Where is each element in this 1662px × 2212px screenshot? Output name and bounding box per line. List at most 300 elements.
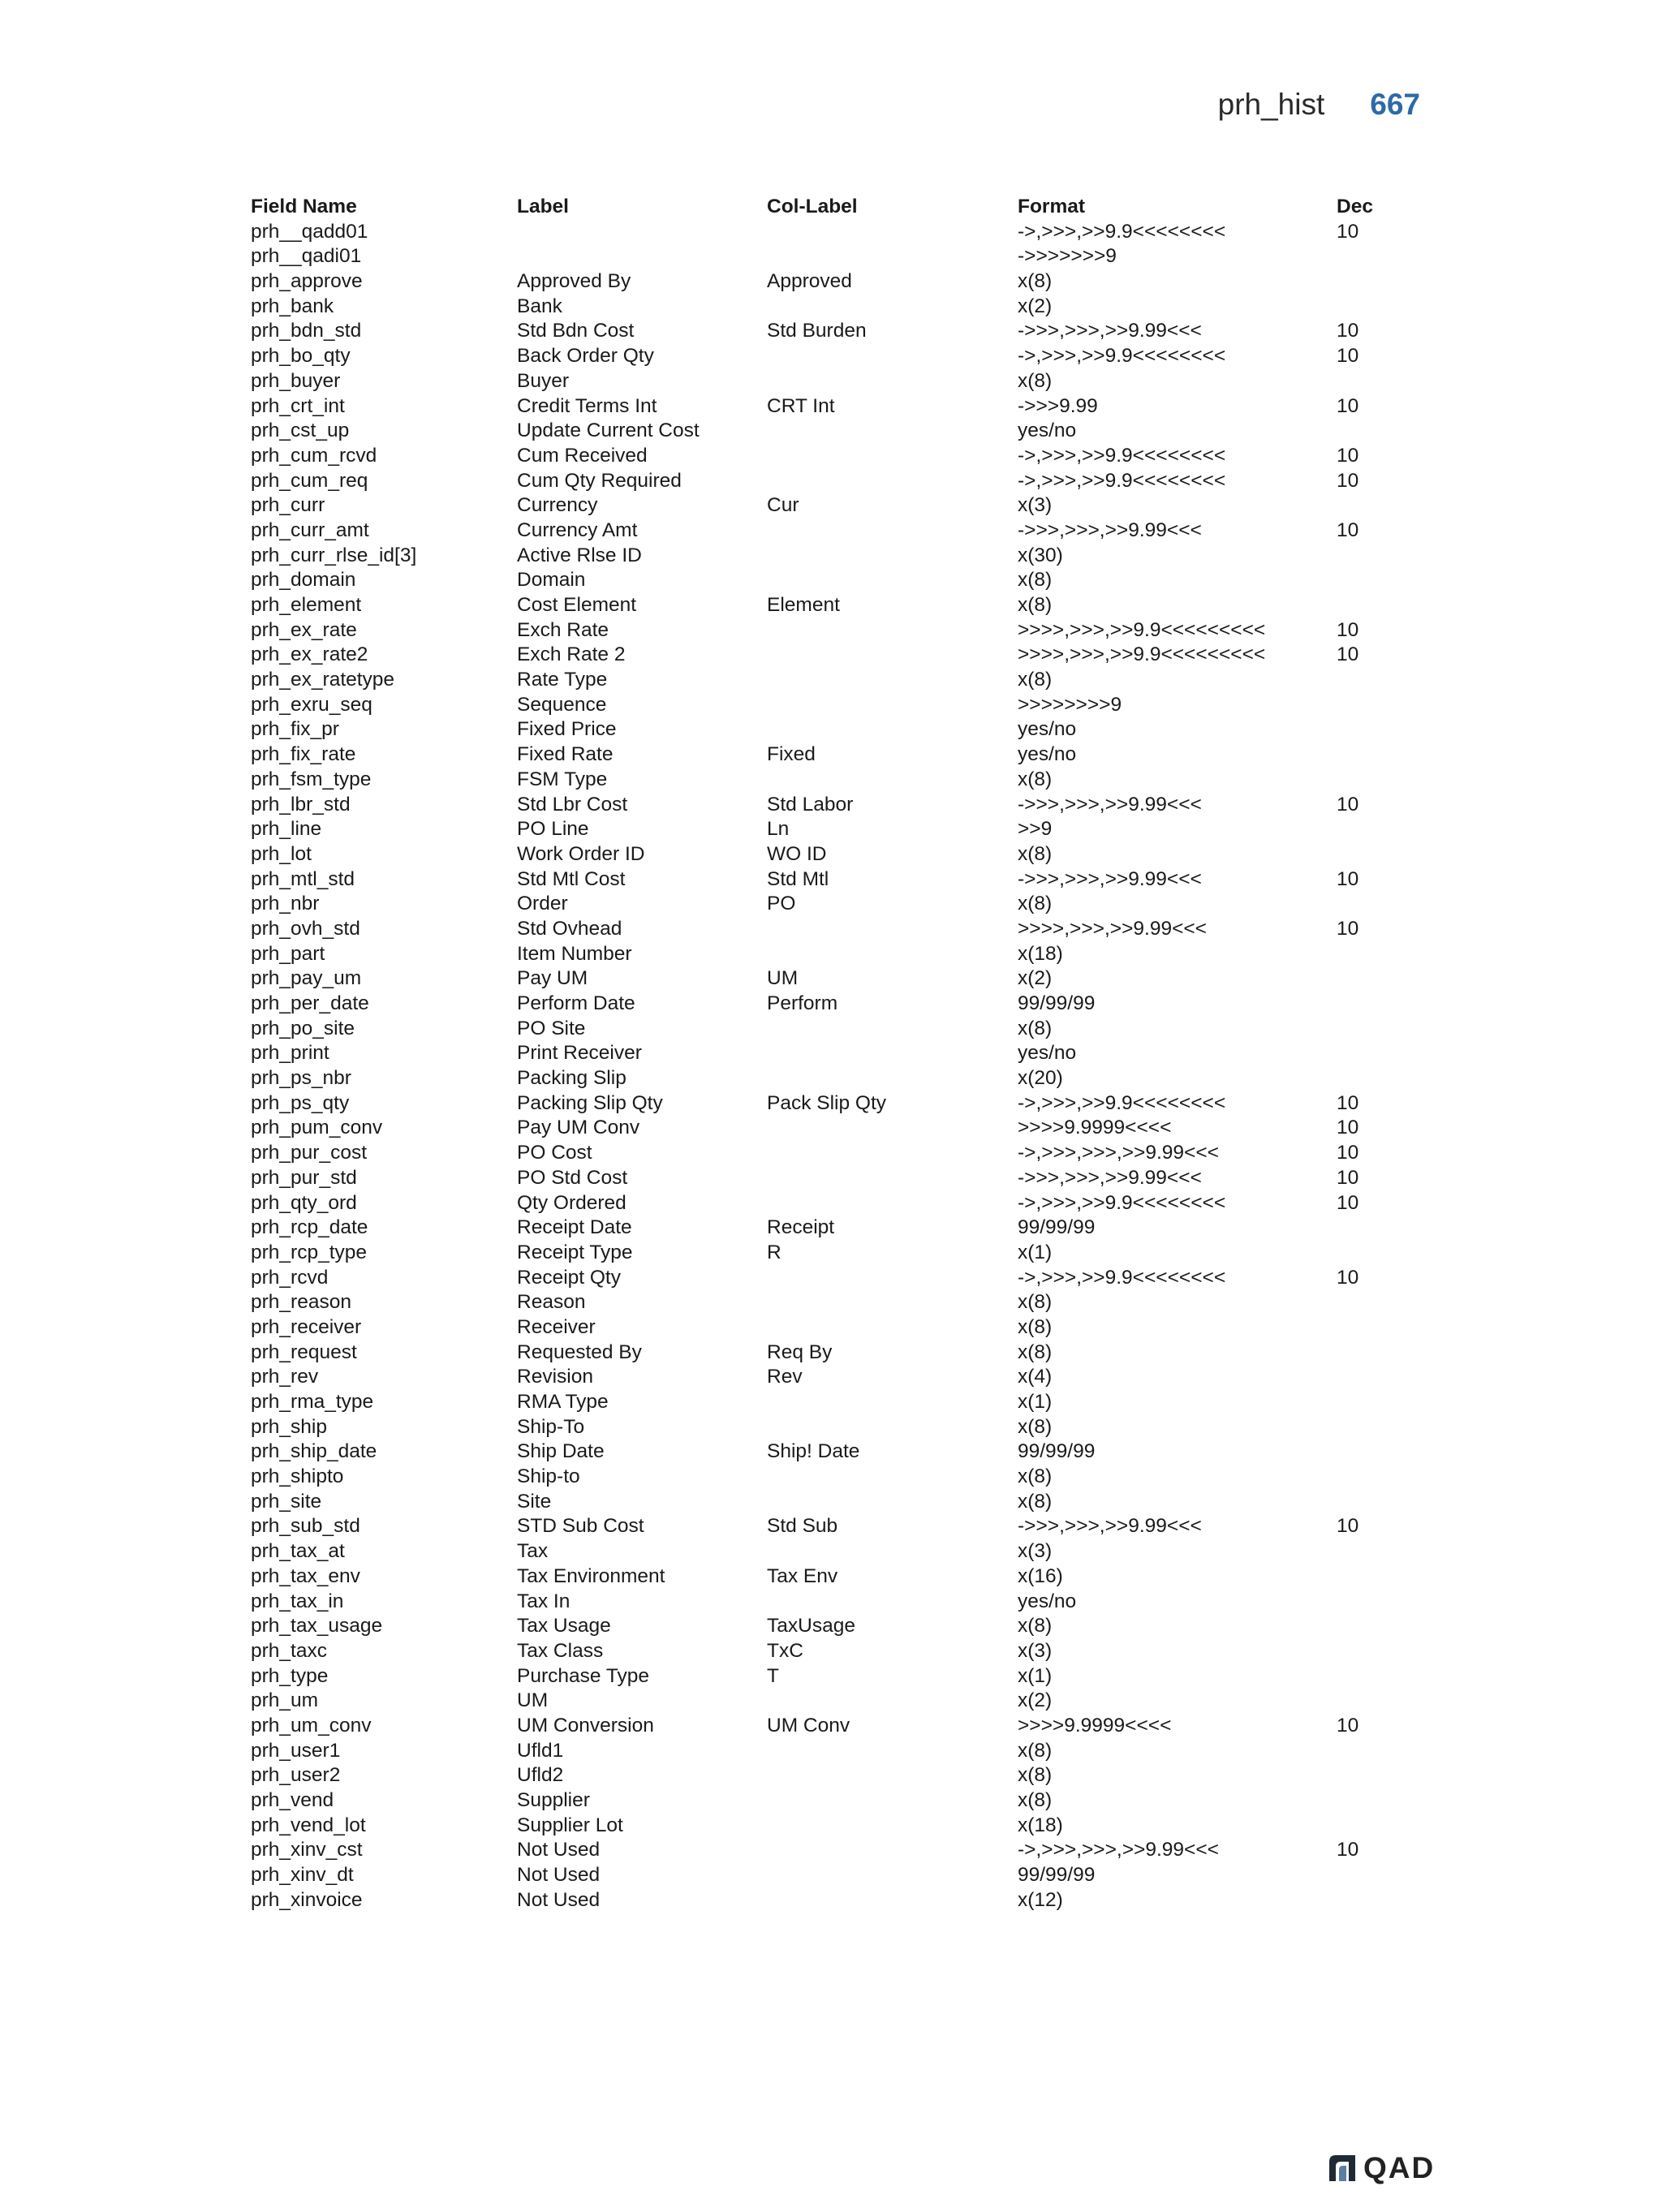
label-cell: Currency Amt — [517, 519, 638, 541]
table-row — [251, 220, 1419, 245]
table-row — [251, 1639, 1419, 1664]
field-name-cell: prh_ship — [251, 1415, 327, 1438]
field-name-cell: prh_um_conv — [251, 1714, 372, 1736]
dec-cell — [1337, 942, 1418, 967]
label-cell: Receiver — [517, 1315, 596, 1338]
table-row — [251, 793, 1419, 818]
dec-cell — [1337, 742, 1418, 768]
field-name-cell: prh_request — [251, 1341, 357, 1363]
dec-cell — [1337, 1241, 1418, 1266]
column-header-dec: Dec — [1337, 196, 1373, 217]
label-cell: Not Used — [517, 1864, 601, 1887]
field-name-cell: prh_ps_qty — [251, 1091, 350, 1114]
dec-cell — [1337, 269, 1418, 295]
label-cell: Perform Date — [517, 992, 635, 1014]
label-cell: Packing Slip — [517, 1067, 626, 1090]
dec-cell — [1337, 1365, 1418, 1390]
col-label-cell — [767, 344, 1018, 369]
table-row — [251, 544, 1419, 569]
format-cell: x(8) — [1018, 1291, 1053, 1314]
format-cell: x(3) — [1018, 494, 1053, 517]
label-cell: Sequence — [517, 693, 607, 716]
dec-cell — [1337, 1888, 1418, 1913]
table-row — [251, 344, 1419, 369]
qad-logo — [1326, 2151, 1435, 2185]
dec-cell — [1337, 842, 1418, 867]
label-cell: Receipt Date — [517, 1216, 632, 1239]
format-cell: >>>>9.9999<<<< — [1018, 1117, 1172, 1139]
table-row — [251, 269, 1419, 295]
col-label-cell — [767, 1763, 1018, 1788]
dec-cell: 10 — [1337, 618, 1359, 641]
col-label-cell: UM — [767, 967, 799, 990]
format-cell: x(18) — [1018, 942, 1063, 965]
label-cell: Tax Usage — [517, 1615, 611, 1637]
field-name-cell: prh_rev — [251, 1366, 319, 1388]
field-name-cell: prh_xinv_cst — [251, 1839, 363, 1861]
dec-cell: 10 — [1337, 394, 1359, 417]
field-name-cell: prh_lbr_std — [251, 793, 351, 816]
table-row — [251, 1714, 1419, 1739]
label-cell: Print Receiver — [517, 1042, 642, 1065]
dec-cell — [1337, 493, 1418, 519]
col-label-cell — [767, 643, 1018, 668]
dec-cell — [1337, 1614, 1418, 1639]
table-row — [251, 1888, 1419, 1913]
label-cell: Currency — [517, 494, 598, 517]
field-name-cell: prh_rcp_date — [251, 1216, 368, 1239]
label-cell: Cost Element — [517, 594, 637, 616]
col-label-cell: Ln — [767, 818, 790, 841]
dec-cell — [1337, 1341, 1418, 1366]
label-cell: Item Number — [517, 942, 632, 965]
col-label-cell — [767, 1041, 1018, 1066]
table-header-row — [251, 195, 1419, 220]
dec-cell — [1337, 1315, 1418, 1341]
table-row — [251, 1514, 1419, 1539]
page-title: prh_hist — [1217, 88, 1325, 121]
format-cell: x(8) — [1018, 569, 1053, 592]
field-name-cell: prh_part — [251, 942, 325, 965]
field-name-cell: prh_pum_conv — [251, 1117, 383, 1139]
column-header-format: Format — [1018, 196, 1086, 217]
table-row — [251, 519, 1419, 544]
format-cell: x(8) — [1018, 1465, 1053, 1488]
dec-cell — [1337, 1788, 1418, 1814]
field-name-cell: prh__qadi01 — [251, 245, 362, 268]
col-label-cell: Element — [767, 594, 840, 616]
dec-cell — [1337, 295, 1418, 320]
table-row — [251, 295, 1419, 320]
label-cell — [517, 244, 767, 269]
dec-cell: 10 — [1337, 1191, 1359, 1214]
page-number: 667 — [1370, 88, 1420, 121]
field-name-cell: prh_vend — [251, 1789, 334, 1811]
format-cell: x(4) — [1018, 1366, 1053, 1388]
label-cell: Packing Slip Qty — [517, 1091, 663, 1114]
col-label-cell — [767, 568, 1018, 593]
col-label-cell — [767, 1739, 1018, 1764]
label-cell: Purchase Type — [517, 1664, 649, 1687]
label-cell: Tax — [517, 1540, 549, 1563]
format-cell: yes/no — [1018, 420, 1077, 442]
table-row — [251, 319, 1419, 344]
col-label-cell — [767, 295, 1018, 320]
table-row — [251, 1490, 1419, 1515]
table-row — [251, 419, 1419, 444]
table-row — [251, 867, 1419, 893]
dec-cell — [1337, 1216, 1418, 1241]
format-cell: >>>>,>>>,>>9.99<<< — [1018, 917, 1207, 940]
table-row — [251, 1465, 1419, 1490]
label-cell: Supplier Lot — [517, 1814, 623, 1836]
field-name-cell: prh_rcp_type — [251, 1241, 368, 1263]
format-cell: x(1) — [1018, 1241, 1053, 1263]
column-header-field-name: Field Name — [251, 196, 357, 217]
field-name-cell: prh_element — [251, 594, 362, 616]
table-row — [251, 1241, 1419, 1266]
dec-cell — [1337, 1863, 1418, 1888]
field-name-cell: prh_approve — [251, 270, 363, 293]
dec-cell — [1337, 1539, 1418, 1564]
format-cell: 99/99/99 — [1018, 1864, 1096, 1887]
field-name-cell: prh_domain — [251, 569, 356, 592]
dec-cell — [1337, 244, 1418, 269]
dec-cell — [1337, 1590, 1418, 1615]
format-cell: x(8) — [1018, 1764, 1053, 1787]
col-label-cell — [767, 1266, 1018, 1291]
col-label-cell — [767, 1191, 1018, 1216]
col-label-cell: Approved — [767, 270, 852, 293]
table-row — [251, 1166, 1419, 1191]
field-name-cell: prh_ex_ratetype — [251, 669, 395, 691]
col-label-cell — [767, 1315, 1018, 1341]
field-name-cell: prh_receiver — [251, 1315, 362, 1338]
format-cell: x(20) — [1018, 1067, 1063, 1090]
label-cell: Exch Rate — [517, 618, 609, 641]
format-cell: ->>>,>>>,>>9.99<<< — [1018, 1515, 1202, 1538]
dec-cell — [1337, 1017, 1418, 1042]
col-label-cell: TxC — [767, 1639, 803, 1662]
field-name-cell: prh_print — [251, 1042, 329, 1065]
table-row — [251, 1017, 1419, 1042]
table-row — [251, 618, 1419, 643]
col-label-cell — [767, 469, 1018, 494]
dec-cell — [1337, 1465, 1418, 1490]
col-label-cell — [767, 244, 1018, 269]
field-name-cell: prh_tax_in — [251, 1590, 344, 1612]
field-name-cell: prh_ovh_std — [251, 917, 360, 940]
table-row — [251, 1814, 1419, 1839]
format-cell: >>>>9.9999<<<< — [1018, 1714, 1172, 1736]
field-name-cell: prh_qty_ord — [251, 1191, 357, 1214]
format-cell: x(8) — [1018, 369, 1053, 392]
field-name-cell: prh_site — [251, 1490, 322, 1513]
field-name-cell: prh_ps_nbr — [251, 1067, 351, 1090]
dec-cell: 10 — [1337, 917, 1359, 940]
label-cell: Domain — [517, 569, 586, 592]
table-row — [251, 1415, 1419, 1440]
label-cell: Not Used — [517, 1839, 601, 1861]
col-label-cell — [767, 693, 1018, 718]
field-name-cell: prh_ship_date — [251, 1440, 377, 1463]
label-cell: Order — [517, 893, 568, 915]
format-cell: x(8) — [1018, 1017, 1053, 1039]
field-name-cell: prh_rma_type — [251, 1391, 374, 1413]
col-label-cell: PO — [767, 893, 796, 915]
field-name-cell: prh_vend_lot — [251, 1814, 366, 1836]
format-cell: ->,>>>,>>9.9<<<<<<<< — [1018, 469, 1226, 492]
dec-cell: 10 — [1337, 1166, 1359, 1189]
col-label-cell: Fixed — [767, 743, 816, 766]
table-row — [251, 1216, 1419, 1241]
page-header — [1218, 88, 1420, 122]
dec-cell — [1337, 717, 1418, 742]
label-cell: PO Line — [517, 818, 589, 841]
table-row — [251, 593, 1419, 618]
format-cell: x(8) — [1018, 1490, 1053, 1513]
field-name-cell: prh_bdn_std — [251, 320, 362, 342]
label-cell: Qty Ordered — [517, 1191, 626, 1214]
dec-cell: 10 — [1337, 1515, 1359, 1538]
table-row — [251, 768, 1419, 793]
label-cell: Pay UM — [517, 967, 588, 990]
label-cell: Requested By — [517, 1341, 642, 1363]
format-cell: x(8) — [1018, 1789, 1053, 1811]
field-name-cell: prh_nbr — [251, 893, 320, 915]
table-row — [251, 668, 1419, 693]
label-cell: PO Site — [517, 1017, 586, 1039]
format-cell: x(2) — [1018, 295, 1053, 317]
field-name-cell: prh_per_date — [251, 992, 369, 1014]
field-name-cell: prh_type — [251, 1664, 329, 1687]
label-cell: Pay UM Conv — [517, 1117, 640, 1139]
col-label-cell — [767, 942, 1018, 967]
label-cell: Approved By — [517, 270, 631, 293]
col-label-cell — [767, 1290, 1018, 1315]
label-cell: Cum Qty Required — [517, 469, 682, 492]
table-row — [251, 643, 1419, 668]
label-cell — [517, 220, 767, 245]
label-cell: Receipt Qty — [517, 1266, 621, 1289]
table-row — [251, 942, 1419, 967]
col-label-cell: Rev — [767, 1366, 803, 1388]
col-label-cell: Cur — [767, 494, 799, 517]
format-cell: ->,>>>,>>9.9<<<<<<<< — [1018, 1091, 1226, 1114]
format-cell: x(8) — [1018, 669, 1053, 691]
format-cell: ->>>9.99 — [1018, 394, 1098, 417]
table-row — [251, 1116, 1419, 1141]
field-name-cell: prh_ex_rate2 — [251, 643, 368, 666]
column-header-col-label: Col-Label — [767, 196, 858, 217]
col-label-cell — [767, 1465, 1018, 1490]
column-header-label: Label — [517, 196, 569, 217]
col-label-cell — [767, 1490, 1018, 1515]
table-row — [251, 992, 1419, 1017]
dec-cell: 10 — [1337, 643, 1359, 666]
format-cell: ->>>,>>>,>>9.99<<< — [1018, 320, 1202, 342]
format-cell: x(8) — [1018, 1739, 1053, 1762]
field-name-cell: prh_crt_int — [251, 394, 345, 417]
dec-cell — [1337, 1814, 1418, 1839]
field-name-cell: prh_bo_qty — [251, 345, 351, 368]
table-row — [251, 1614, 1419, 1639]
format-cell: ->,>>>,>>9.9<<<<<<<< — [1018, 345, 1226, 368]
dec-cell: 10 — [1337, 444, 1359, 467]
dec-cell: 10 — [1337, 345, 1359, 368]
format-cell: >>>>,>>>,>>9.9<<<<<<<<< — [1018, 643, 1266, 666]
col-label-cell — [767, 1888, 1018, 1913]
label-cell: Reason — [517, 1291, 586, 1314]
format-cell: x(3) — [1018, 1540, 1053, 1563]
col-label-cell — [767, 1116, 1018, 1141]
field-name-cell: prh_po_site — [251, 1017, 355, 1039]
table-row — [251, 1440, 1419, 1465]
format-cell: ->>>,>>>,>>9.99<<< — [1018, 519, 1202, 541]
field-name-cell: prh_shipto — [251, 1465, 344, 1488]
qad-logo-icon — [1326, 2154, 1358, 2183]
dec-cell — [1337, 1739, 1418, 1764]
col-label-cell — [767, 1390, 1018, 1415]
field-name-cell: prh_mtl_std — [251, 867, 355, 890]
label-cell: Site — [517, 1490, 552, 1513]
field-name-cell: prh__qadd01 — [251, 220, 368, 243]
col-label-cell: WO ID — [767, 842, 827, 865]
col-label-cell — [767, 220, 1018, 245]
label-cell: Ship Date — [517, 1440, 605, 1463]
dec-cell: 10 — [1337, 519, 1359, 541]
format-cell: ->>>,>>>,>>9.99<<< — [1018, 793, 1202, 816]
label-cell: Not Used — [517, 1888, 601, 1911]
field-name-cell: prh_tax_usage — [251, 1615, 383, 1637]
label-cell: Exch Rate 2 — [517, 643, 626, 666]
col-label-cell: Perform — [767, 992, 838, 1014]
table-row — [251, 1041, 1419, 1066]
label-cell: Buyer — [517, 369, 570, 392]
dec-cell: 10 — [1337, 1839, 1359, 1861]
dec-cell — [1337, 892, 1418, 917]
label-cell: Back Order Qty — [517, 345, 654, 368]
field-name-cell: prh_cst_up — [251, 420, 350, 442]
dec-cell — [1337, 1664, 1418, 1689]
format-cell: 99/99/99 — [1018, 992, 1096, 1014]
col-label-cell: TaxUsage — [767, 1615, 855, 1637]
label-cell: Fixed Rate — [517, 743, 614, 766]
col-label-cell — [767, 1539, 1018, 1564]
field-table — [251, 195, 1419, 1913]
table-row — [251, 1739, 1419, 1764]
format-cell: x(2) — [1018, 1689, 1053, 1712]
dec-cell: 10 — [1337, 1091, 1359, 1114]
col-label-cell: T — [767, 1664, 779, 1687]
format-cell: ->,>>>,>>9.9<<<<<<<< — [1018, 220, 1226, 243]
dec-cell — [1337, 593, 1418, 618]
col-label-cell: Std Labor — [767, 793, 854, 816]
table-row — [251, 1390, 1419, 1415]
table-row — [251, 444, 1419, 469]
label-cell: Std Bdn Cost — [517, 320, 635, 342]
dec-cell — [1337, 768, 1418, 793]
dec-cell — [1337, 419, 1418, 444]
col-label-cell: CRT Int — [767, 394, 835, 417]
format-cell: ->>>>>>>9 — [1018, 245, 1117, 268]
table-row — [251, 369, 1419, 394]
table-row — [251, 1091, 1419, 1117]
col-label-cell — [767, 717, 1018, 742]
label-cell: PO Cost — [517, 1142, 592, 1164]
format-cell: ->>>,>>>,>>9.99<<< — [1018, 867, 1202, 890]
format-cell: ->,>>>,>>9.9<<<<<<<< — [1018, 1266, 1226, 1289]
label-cell: Tax In — [517, 1590, 571, 1612]
format-cell: >>>>,>>>,>>9.9<<<<<<<<< — [1018, 618, 1266, 641]
format-cell: x(2) — [1018, 967, 1053, 990]
dec-cell — [1337, 1639, 1418, 1664]
dec-cell — [1337, 1440, 1418, 1465]
col-label-cell: Tax Env — [767, 1564, 838, 1587]
table-row — [251, 966, 1419, 992]
format-cell: x(8) — [1018, 1415, 1053, 1438]
table-row — [251, 1788, 1419, 1814]
format-cell: x(3) — [1018, 1639, 1053, 1662]
col-label-cell — [767, 1863, 1018, 1888]
table-row — [251, 693, 1419, 718]
table-row — [251, 817, 1419, 842]
format-cell: x(16) — [1018, 1564, 1063, 1587]
label-cell: Tax Class — [517, 1639, 604, 1662]
format-cell: x(1) — [1018, 1664, 1053, 1687]
format-cell: yes/no — [1018, 718, 1077, 741]
table-row — [251, 1066, 1419, 1091]
logo-text: QAD — [1363, 2151, 1436, 2184]
dec-cell — [1337, 992, 1418, 1017]
label-cell: RMA Type — [517, 1391, 609, 1413]
field-name-cell: prh_fsm_type — [251, 768, 372, 790]
dec-cell: 10 — [1337, 220, 1359, 243]
col-label-cell — [767, 768, 1018, 793]
dec-cell: 10 — [1337, 1266, 1359, 1289]
table-row — [251, 1590, 1419, 1615]
table-row — [251, 717, 1419, 742]
format-cell: 99/99/99 — [1018, 1216, 1096, 1239]
table-row — [251, 394, 1419, 420]
dec-cell — [1337, 1041, 1418, 1066]
label-cell: PO Std Cost — [517, 1166, 628, 1189]
label-cell: Work Order ID — [517, 842, 645, 865]
label-cell: Credit Terms Int — [517, 394, 657, 417]
field-name-cell: prh_cum_req — [251, 469, 368, 492]
col-label-cell: UM Conv — [767, 1714, 850, 1736]
field-name-cell: prh_lot — [251, 842, 312, 865]
field-name-cell: prh_fix_pr — [251, 718, 339, 741]
table-row — [251, 1689, 1419, 1714]
col-label-cell — [767, 419, 1018, 444]
dec-cell — [1337, 693, 1418, 718]
field-name-cell: prh_line — [251, 818, 322, 841]
format-cell: x(8) — [1018, 594, 1053, 616]
dec-cell — [1337, 568, 1418, 593]
field-name-cell: prh_fix_rate — [251, 743, 356, 766]
format-cell: x(8) — [1018, 893, 1053, 915]
label-cell: Bank — [517, 295, 562, 317]
label-cell: UM Conversion — [517, 1714, 654, 1736]
dec-cell — [1337, 1763, 1418, 1788]
format-cell: x(18) — [1018, 1814, 1063, 1836]
dec-cell — [1337, 1689, 1418, 1714]
format-cell: x(8) — [1018, 768, 1053, 790]
col-label-cell: Std Burden — [767, 320, 867, 342]
format-cell: x(8) — [1018, 1615, 1053, 1637]
col-label-cell — [767, 444, 1018, 469]
